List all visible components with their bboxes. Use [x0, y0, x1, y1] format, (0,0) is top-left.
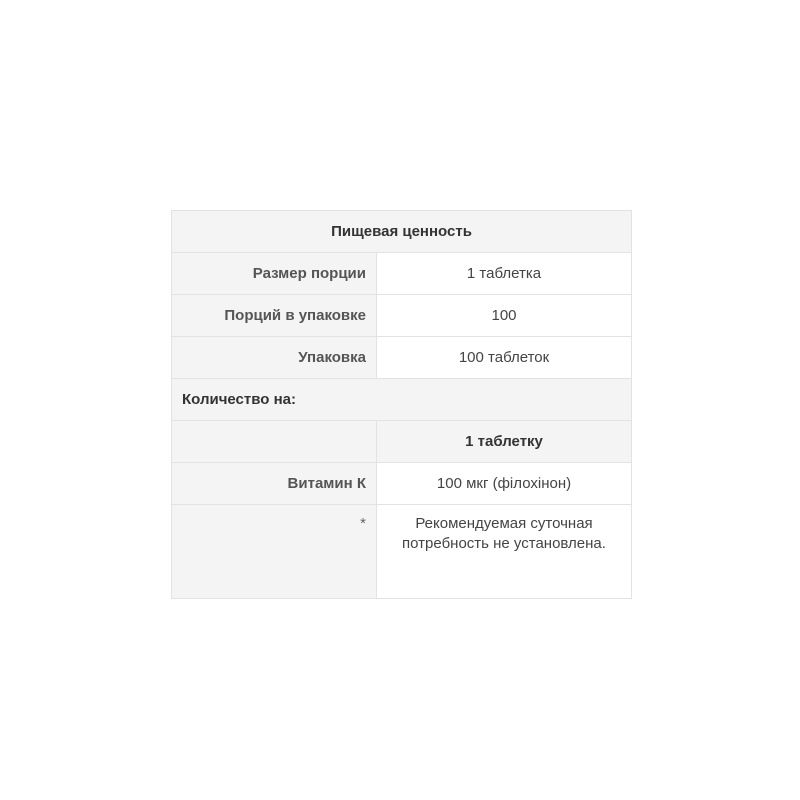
package-value: 100 таблеток [377, 337, 632, 379]
table-row-servings-per-container [172, 295, 632, 337]
servings-per-container-label: Порций в упаковке [172, 295, 377, 337]
table-row-serving-size [172, 253, 632, 295]
vitamin-k-amount: 100 мкг (філохінон) [377, 463, 632, 505]
per-tablet-column-header: 1 таблетку [377, 421, 632, 463]
table-title-row [172, 211, 632, 253]
table-row-package [172, 337, 632, 379]
servings-per-container-value: 100 [377, 295, 632, 337]
serving-size-value: 1 таблетка [377, 253, 632, 295]
footnote-marker: * [172, 505, 377, 599]
table-row-vitamin-k [172, 463, 632, 505]
package-label: Упаковка [172, 337, 377, 379]
nutrition-facts-table [171, 210, 632, 599]
column-header-row [172, 421, 632, 463]
footnote-row [172, 505, 632, 599]
vitamin-k-label: Витамин К [172, 463, 377, 505]
amount-per-heading: Количество на: [172, 379, 632, 421]
table-title: Пищевая ценность [172, 211, 632, 253]
footnote-cell [377, 505, 632, 599]
daily-value-note: Рекомендуемая суточная потребность не установлена. [402, 515, 606, 552]
amount-per-row [172, 379, 632, 421]
column-header-empty [172, 421, 377, 463]
serving-size-label: Размер порции [172, 253, 377, 295]
